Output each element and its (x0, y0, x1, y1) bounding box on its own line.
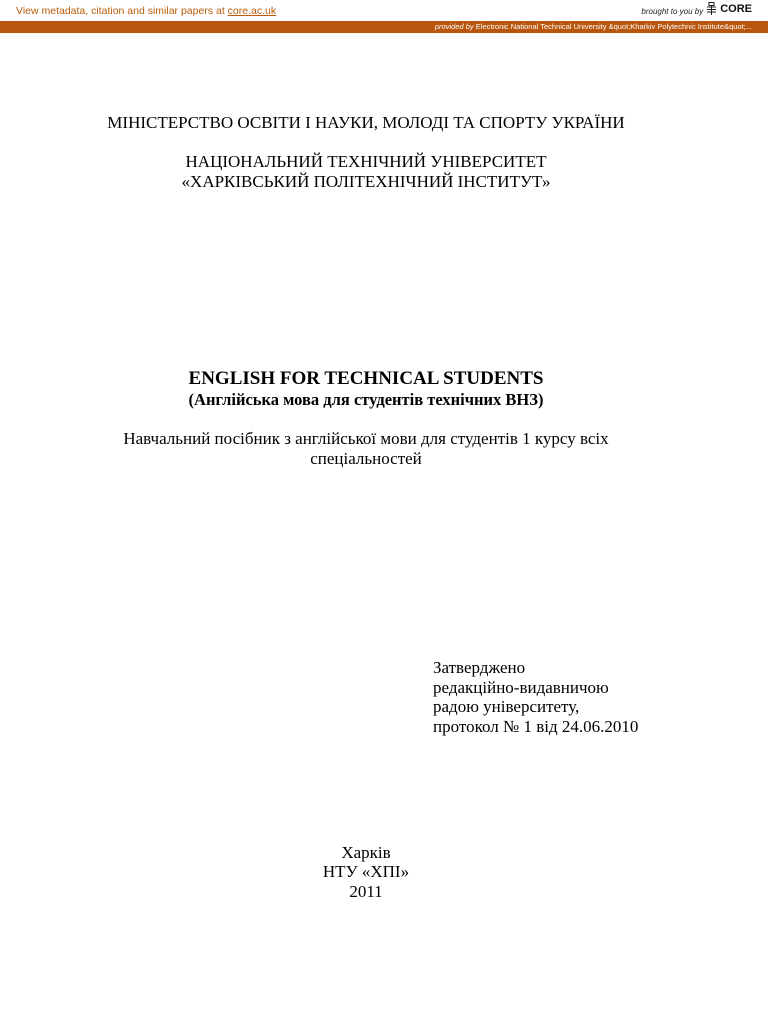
core-ac-uk-link[interactable]: core.ac.uk (227, 5, 277, 17)
subtitle-line1: Навчальний посібник з англійської мови для студентів 1 курсу всіх (123, 429, 609, 448)
core-view-metadata (16, 5, 276, 17)
imprint-publisher: НТУ «ХПІ» (322, 862, 410, 881)
imprint-city: Харків (341, 843, 391, 862)
subtitle-line2: спеціальностей (310, 449, 422, 468)
book-title-ukrainian: (Англійська мова для студентів технічних ВНЗ) (188, 390, 544, 409)
approval-line4: протокол № 1 від 24.06.2010 (433, 716, 639, 736)
provided-by-bar[interactable] (0, 21, 768, 33)
approval-line3: радою університету, (433, 697, 580, 716)
ministry-heading: МІНІСТЕРСТВО ОСВІТИ І НАУКИ, МОЛОДІ ТА СПОРТУ УКРАЇНИ (107, 113, 625, 132)
core-brought-by[interactable] (641, 2, 752, 16)
provided-by-label: provided by (434, 22, 474, 31)
view-metadata-text: View metadata, citation and similar papers at (16, 5, 225, 17)
core-banner (0, 0, 768, 21)
core-label: CORE (720, 3, 752, 15)
book-title-english: ENGLISH FOR TECHNICAL STUDENTS (188, 368, 544, 389)
core-logo-icon (706, 2, 717, 16)
university-name-line2: «ХАРКІВСЬКИЙ ПОЛІТЕХНІЧНИЙ ІНСТИТУТ» (181, 172, 551, 191)
imprint-year: 2011 (349, 882, 383, 901)
university-name-line1: НАЦІОНАЛЬНИЙ ТЕХНІЧНИЙ УНІВЕРСИТЕТ (185, 152, 547, 171)
provided-by-institution: Electronic National Technical University &quot;Kharkiv Polytechnic Institute&quot;... (475, 22, 752, 31)
approval-line2: редакційно-видавничою (433, 677, 609, 697)
approval-block (433, 658, 638, 736)
brought-to-you-text: brought to you by (641, 6, 704, 16)
approval-line1: Затверджено (433, 658, 526, 677)
